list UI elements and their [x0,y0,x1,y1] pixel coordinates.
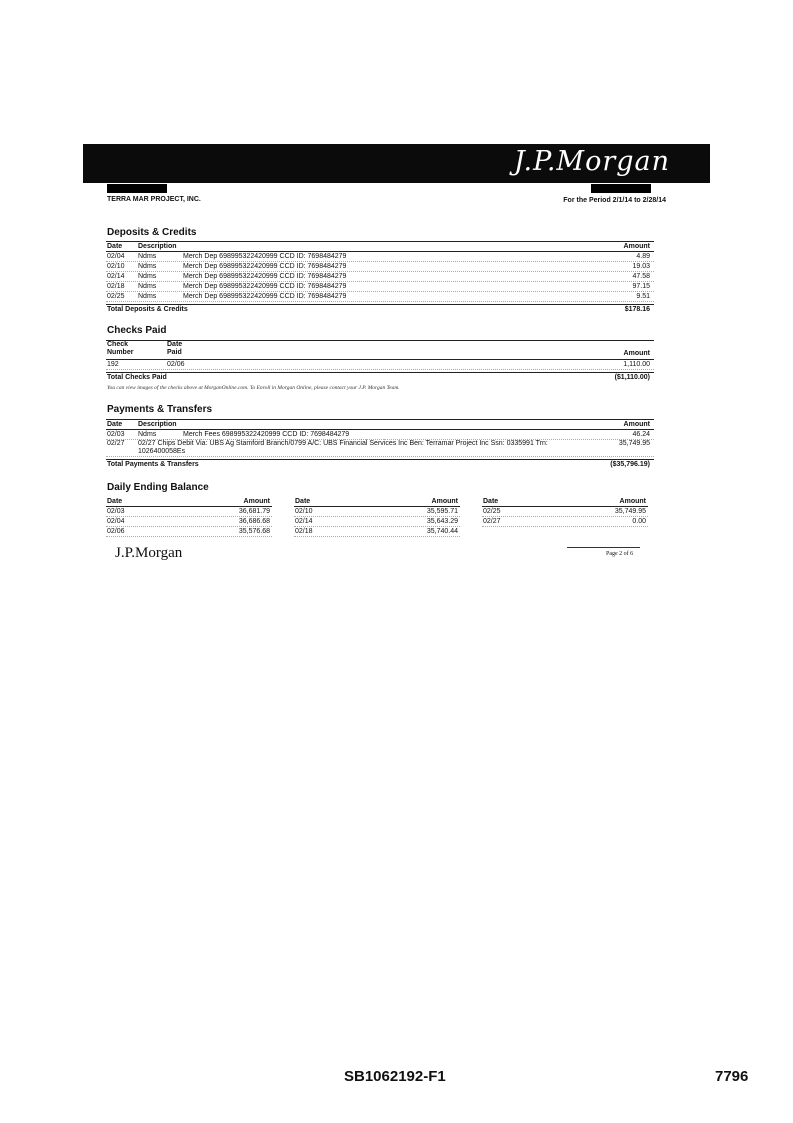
header-banner [83,144,710,183]
balance-header-row: Date Amount [107,498,270,505]
table-row: 02/03 Ndms Merch Fees 698995322420999 CCD ID: 7698484279 46.24 [106,430,654,440]
checks-table [106,340,654,383]
balance-header-row: Date Amount [295,498,458,505]
statement-period: For the Period 2/1/14 to 2/28/14 [563,197,666,204]
table-row: 02/18 35,740.44 [295,528,458,535]
col-amount: Amount [623,243,650,250]
table-row: 02/14 Ndms Merch Dep 698995322420999 CCD ID: 7698484279 47.58 [106,272,654,282]
bates-number: 7796 [715,1068,749,1085]
balance-header-row: Date Amount [483,498,646,505]
balance-column [482,497,648,527]
deposits-title: Deposits & Credits [107,227,197,238]
footer-rule [567,547,640,548]
checks-title: Checks Paid [107,325,167,336]
col-amount: Amount [623,421,650,428]
page-number: Page 2 of 6 [606,551,634,557]
total-amount: $178.16 [624,306,650,313]
account-holder-name: TERRA MAR PROJECT, INC. [107,196,201,203]
table-row: 02/25 35,749.95 [483,508,646,515]
checks-header-row [106,340,654,360]
balance-title: Daily Ending Balance [107,482,209,493]
total-amount: ($1,110.00) [614,374,650,381]
balance-column [106,497,272,537]
table-row: 02/03 36,681.79 [107,508,270,515]
table-row: 02/27 02/27 Chips Debit Via: UBS Ag Stamford Branch/0799 A/C: UBS Financial Services Inc Ben: Terramar Project Inc Ssn: 0335991 Trn: 1026400058Es 35,749.95 [106,440,654,457]
col-description: Description [138,421,177,428]
table-row: 02/06 35,576.68 [107,528,270,535]
col-date-paid: Date Paid [167,341,183,356]
col-description: Description [138,243,177,250]
deposits-header-row [106,241,654,252]
jpmorgan-signature-logo: J.P.Morgan [513,146,670,177]
table-row: 02/14 35,643.29 [295,518,458,525]
bates-stamp: SB1062192-F1 [344,1068,446,1085]
table-row: 02/10 35,595.71 [295,508,458,515]
table-row: 192 02/06 1,110.00 [106,360,654,370]
footer-logo: J.P.Morgan [115,545,183,561]
col-date: Date [107,421,123,428]
table-row: 02/27 0.00 [483,518,646,525]
total-label: Total Checks Paid [107,374,167,381]
total-label: Total Deposits & Credits [107,306,188,313]
redaction-bar [107,184,167,193]
col-check-number: Check Number [107,341,134,356]
payments-total-row [106,459,654,470]
payments-table [106,419,654,470]
checks-note: You can view images of the checks above at MorganOnline.com. To Enroll in Morgan Online, please contact your J.P. Morgan Team. [107,385,400,391]
table-row: 02/10 Ndms Merch Dep 698995322420999 CCD ID: 7698484279 19.03 [106,262,654,272]
payments-title: Payments & Transfers [107,404,213,415]
table-row: 02/04 36,686.68 [107,518,270,525]
payments-header-row [106,419,654,430]
total-label: Total Payments & Transfers [107,461,199,468]
table-row: 02/18 Ndms Merch Dep 698995322420999 CCD ID: 7698484279 97.15 [106,282,654,292]
table-row: 02/04 Ndms Merch Dep 698995322420999 CCD ID: 7698484279 4.89 [106,252,654,262]
col-date: Date [107,243,123,250]
table-row: 02/25 Ndms Merch Dep 698995322420999 CCD ID: 7698484279 9.51 [106,292,654,302]
deposits-table [106,241,654,315]
account-redaction-bar [591,184,651,193]
total-amount: ($35,796.19) [610,461,650,468]
col-amount: Amount [623,350,650,357]
deposits-total-row [106,304,654,315]
checks-total-row [106,372,654,383]
balance-column [294,497,460,537]
